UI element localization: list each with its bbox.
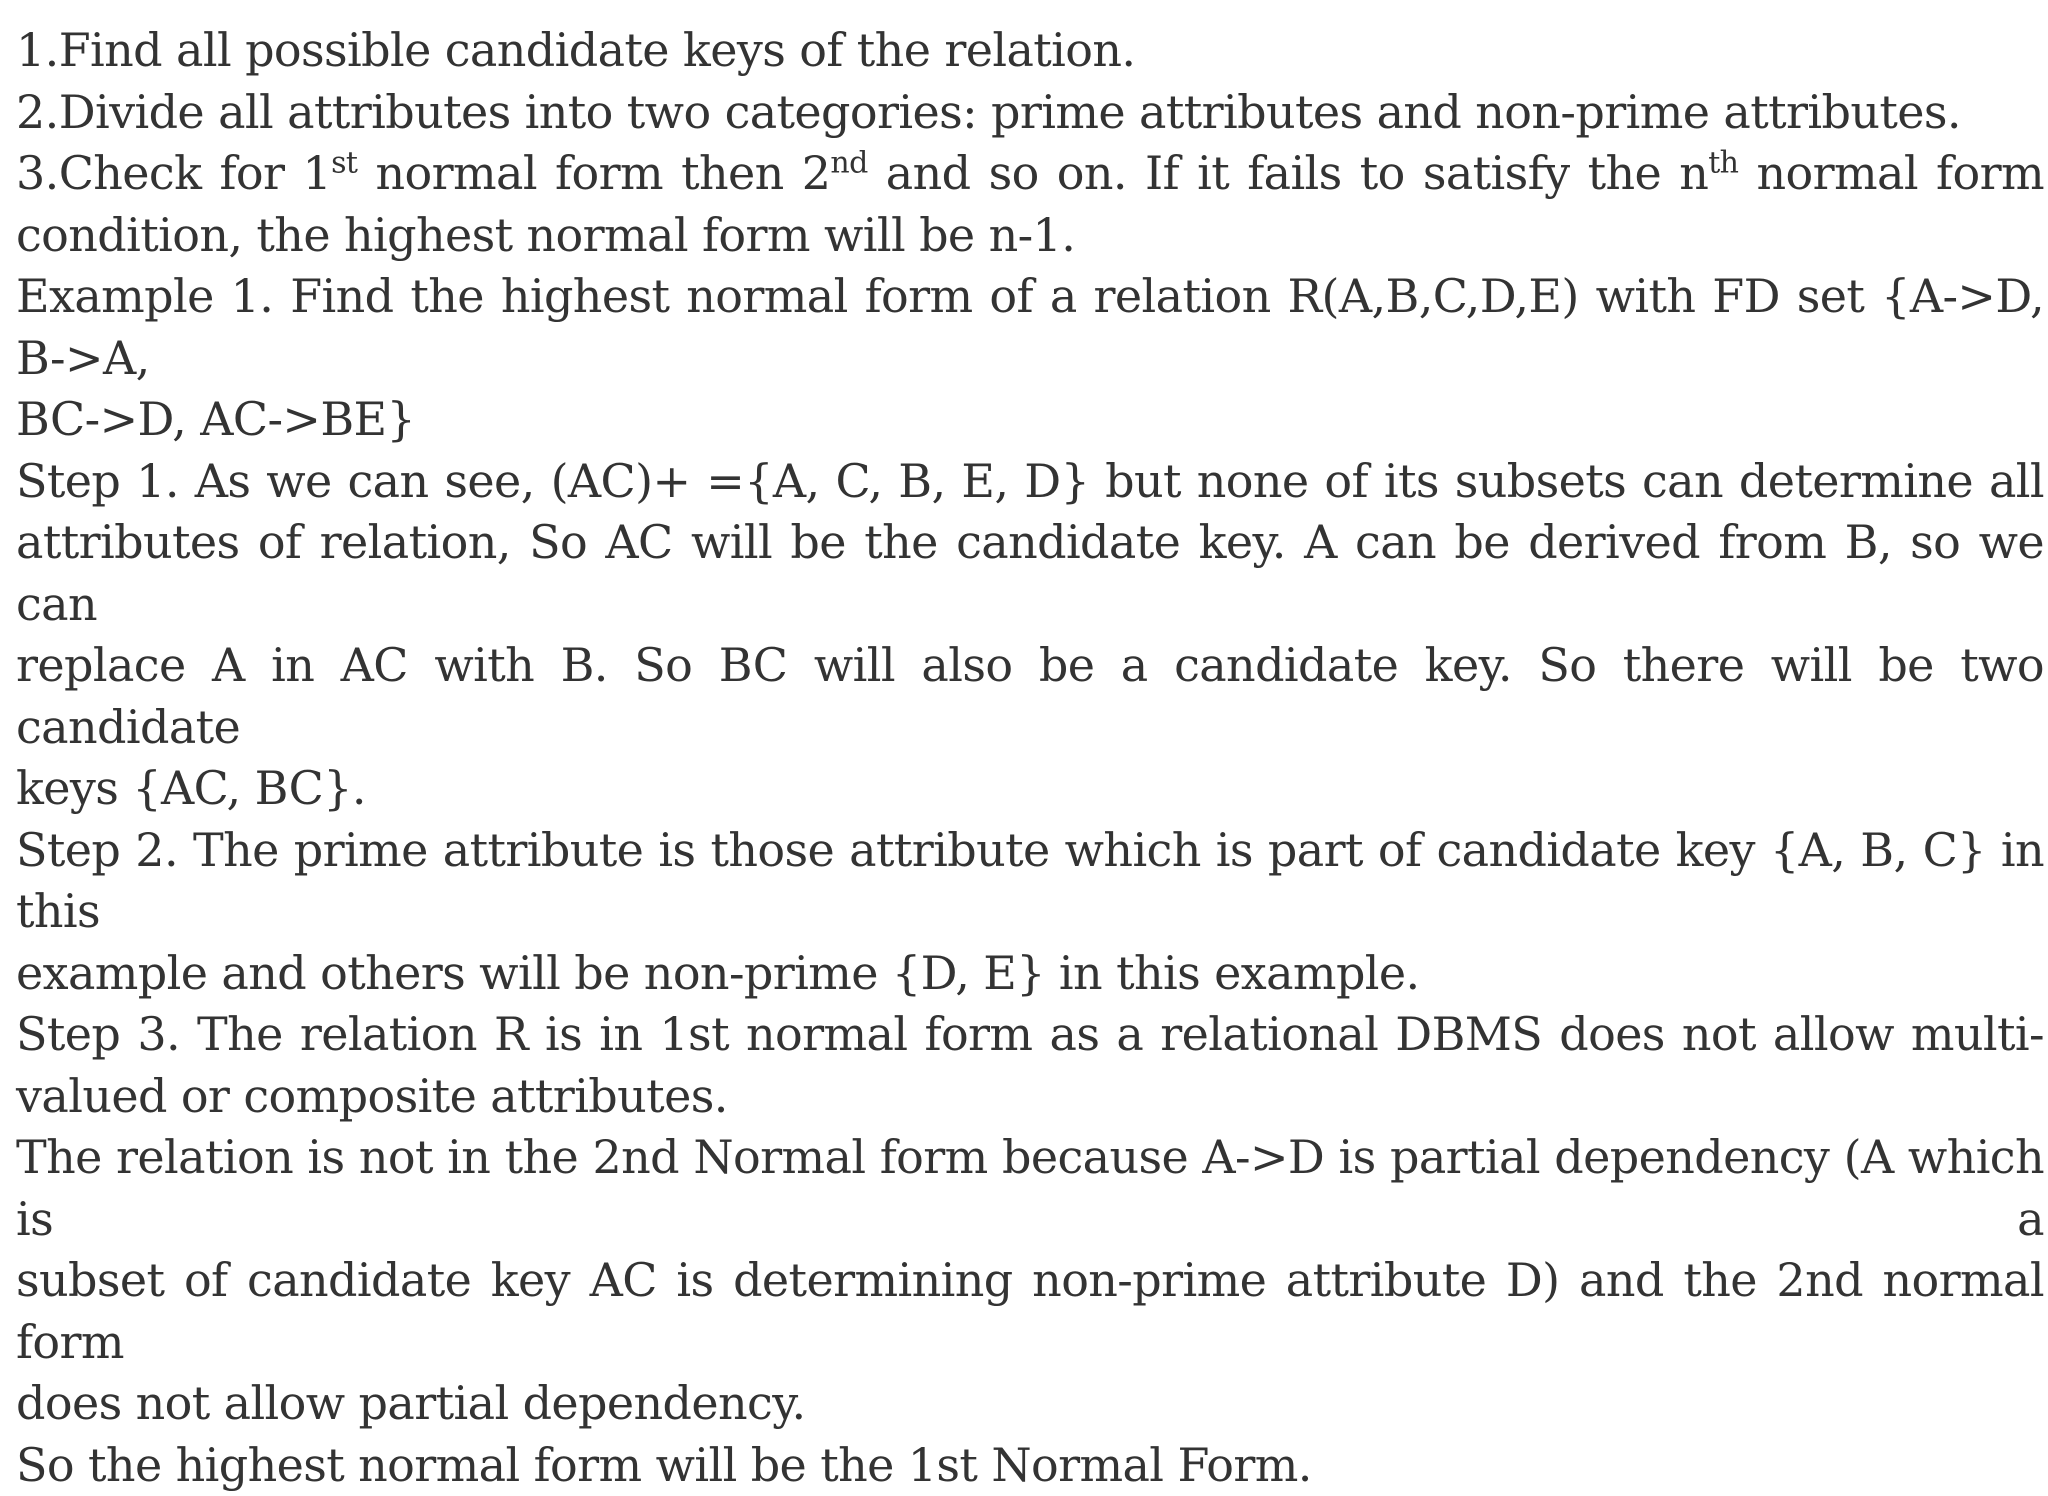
list-item-3-continuation: condition, the highest normal form will be n-1. (16, 205, 2044, 267)
example-heading-line-1: Example 1. Find the highest normal form of a relation R(A,B,C,D,E) with FD set {A->D, B->A, (16, 266, 2044, 389)
ordinal-superscript-th: th (1708, 146, 1738, 181)
step1-line-2: attributes of relation, So AC will be the candidate key. A can be derived from B, so we can (16, 512, 2044, 635)
list-item-3 (16, 143, 2044, 205)
list-item-3-text-a: 3.Check for 1 (16, 146, 331, 200)
document-body (16, 20, 2044, 1496)
step1-line-1: Step 1. As we can see, (AC)+ ={A, C, B, E, D} but none of its subsets can determine all (16, 451, 2044, 513)
example-heading-line-2: BC->D, AC->BE} (16, 389, 2044, 451)
step3-line-1: Step 3. The relation R is in 1st normal form as a relational DBMS does not allow multi- (16, 1004, 2044, 1066)
list-item-3-text-d: normal form (1738, 146, 2044, 200)
second-nf-line-3: does not allow partial dependency. (16, 1373, 2044, 1435)
step1-line-3: replace A in AC with B. So BC will also be a candidate key. So there will be two candidate (16, 635, 2044, 758)
step2-line-1: Step 2. The prime attribute is those attribute which is part of candidate key {A, B, C} in this (16, 820, 2044, 943)
second-nf-line-2: subset of candidate key AC is determining non-prime attribute D) and the 2nd normal form (16, 1250, 2044, 1373)
step3-line-2: valued or composite attributes. (16, 1066, 2044, 1128)
list-item-3-text-b: normal form then 2 (357, 146, 830, 200)
step2-line-2: example and others will be non-prime {D, E} in this example. (16, 943, 2044, 1005)
second-nf-line-1: The relation is not in the 2nd Normal form because A->D is partial dependency (A which is a (16, 1127, 2044, 1250)
ordinal-superscript-nd: nd (830, 146, 867, 181)
step1-line-4: keys {AC, BC}. (16, 758, 2044, 820)
list-item-1: 1.Find all possible candidate keys of the relation. (16, 20, 2044, 82)
list-item-3-text-c: and so on. If it fails to satisfy the n (868, 146, 1709, 200)
ordinal-superscript-st: st (331, 146, 357, 181)
conclusion: So the highest normal form will be the 1st Normal Form. (16, 1435, 2044, 1496)
list-item-2: 2.Divide all attributes into two categories: prime attributes and non-prime attributes. (16, 82, 2044, 144)
